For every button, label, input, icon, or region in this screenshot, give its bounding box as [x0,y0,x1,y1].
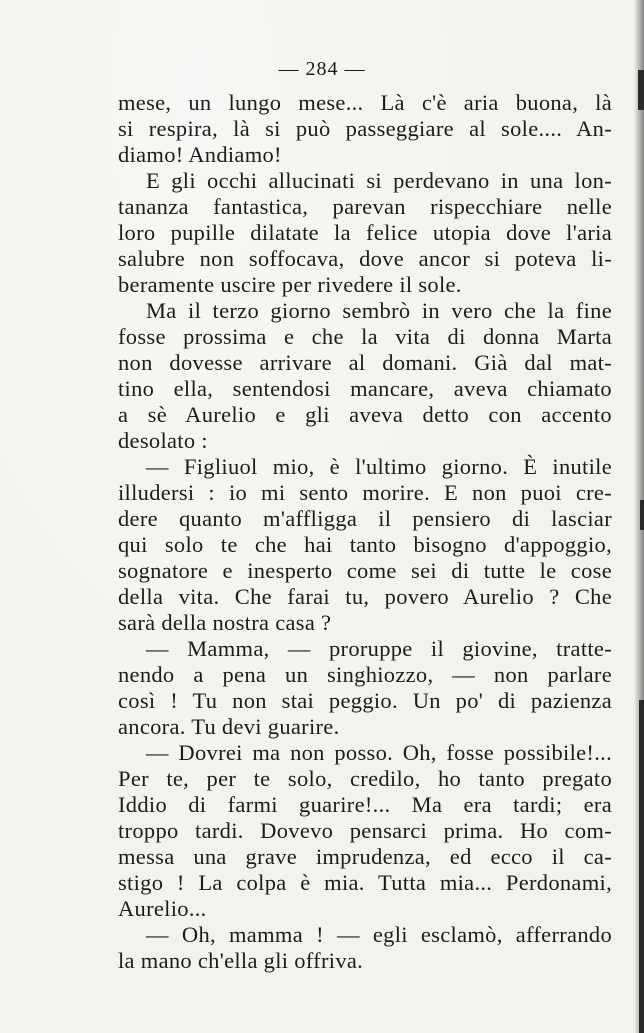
text-line: — Figliuol mio, è l'ultimo giorno. È inutile [146,454,612,479]
text-line: loro pupille dilatate la felice utopia dove l'aria [118,220,612,245]
text-line: illudersi : io mi sento morire. E non puoi cre- [118,480,612,505]
text-line: stigo ! La colpa è mia. Tutta mia... Perdonami, [118,870,612,895]
text-line: desolato : [118,428,208,453]
text-line: sognatore e inesperto come sei di tutte le cose [118,558,612,583]
text-line: tananza fantastica, parevan rispecchiare nelle [118,194,612,219]
text-line: E gli occhi allucinati si perdevano in una lon- [146,168,612,193]
text-line: — Dovrei ma non posso. Oh, fosse possibile!... [146,740,612,765]
page-edge-mark [640,500,644,530]
text-line: Per te, per te solo, credilo, ho tanto pregato [118,766,612,791]
text-line: mese, un lungo mese... Là c'è aria buona, là [118,90,612,115]
text-line: a sè Aurelio e gli aveva detto con accento [118,402,612,427]
text-line: sarà della nostra casa ? [118,610,332,635]
text-line: così ! Tu non stai peggio. Un po' di pazienza [118,688,612,713]
text-line: si respira, là si può passeggiare al sole.... An- [118,116,612,141]
page-edge-mark [639,700,644,1033]
text-line: salubre non soffocava, dove ancor si poteva li- [118,246,612,271]
page-number: — 284 — [278,58,366,80]
text-line: Iddio di farmi guarire!... Ma era tardi; era [118,792,612,817]
text-line: Aurelio... [118,896,207,921]
text-line: nendo a pena un singhiozzo, — non parlare [118,662,612,687]
text-line: fosse prossima e che la vita di donna Marta [118,324,612,349]
text-line: beramente uscire per rivedere il sole. [118,272,462,297]
body-text [118,90,612,974]
text-line: — Oh, mamma ! — egli esclamò, afferrando [146,922,612,947]
text-line: non dovesse arrivare al domani. Già dal mat- [118,350,612,375]
text-line: la mano ch'ella gli offriva. [118,948,364,973]
text-line: della vita. Che farai tu, povero Aurelio ? Che [118,584,612,609]
text-line: diamo! Andiamo! [118,142,282,167]
text-line: troppo tardi. Dovevo pensarci prima. Ho com- [118,818,612,843]
text-line: Ma il terzo giorno sembrò in vero che la fine [146,298,612,323]
text-line: dere quanto m'affligga il pensiero di lasciar [118,506,612,531]
text-line: tino ella, sentendosi mancare, aveva chiamato [118,376,612,401]
text-line: ancora. Tu devi guarire. [118,714,340,739]
text-line: qui solo te che hai tanto bisogno d'appoggio, [118,532,612,557]
text-line: messa una grave imprudenza, ed ecco il ca- [118,844,612,869]
text-line: — Mamma, — proruppe il giovine, tratte- [146,636,612,661]
